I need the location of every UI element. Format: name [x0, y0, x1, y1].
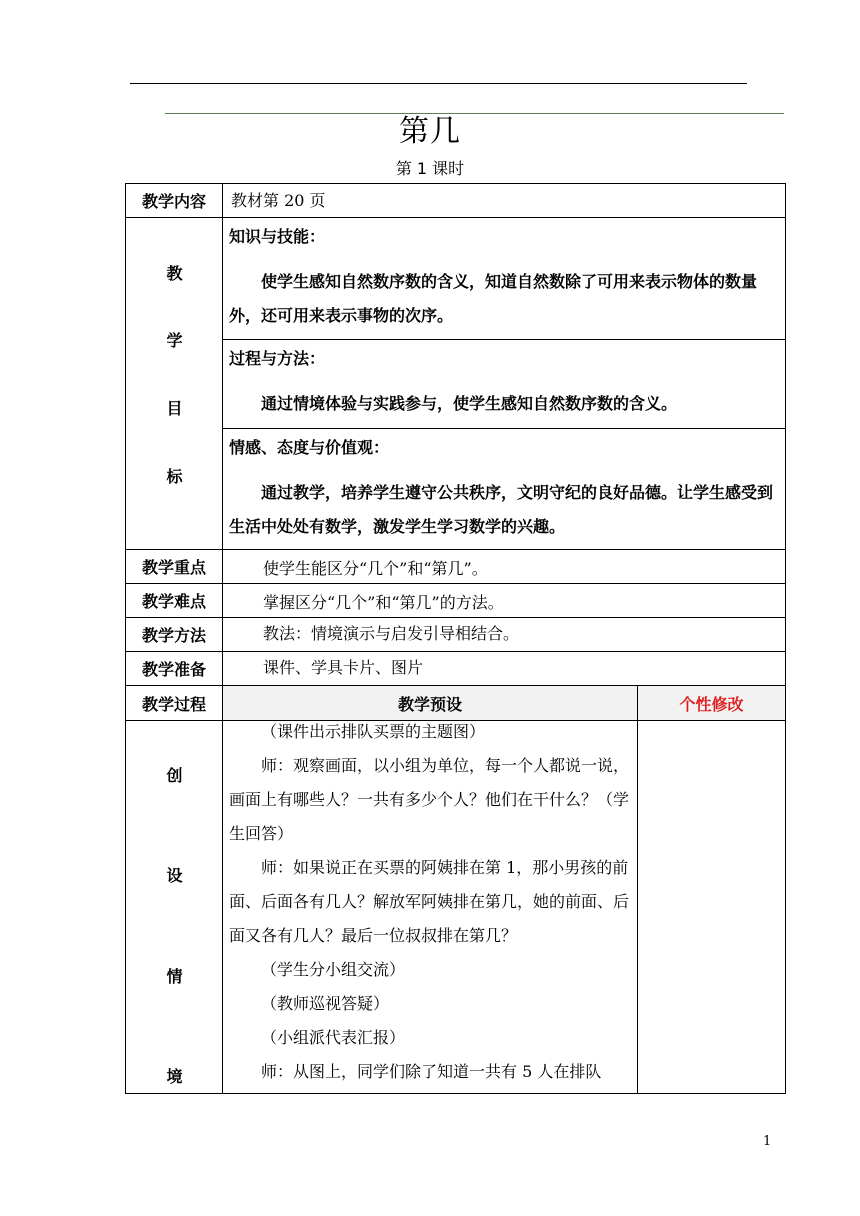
goal-process [223, 340, 786, 429]
row-process [126, 721, 786, 1094]
page-number: 1 [763, 1134, 772, 1149]
row-key-point [126, 550, 786, 584]
row-prep [126, 652, 786, 686]
label-difficulty: 教学难点 [126, 584, 223, 618]
goal-process-body: 通过情境体验与实践参与，使学生感知自然数序数的含义。 [261, 394, 678, 413]
process-paragraph: 师：如果说正在买票的阿姨排在第 1，那小男孩的前面、后面各有几人？解放军阿姨排在第几，她的前面、后面又各有几人？最后一位叔叔排在第几？ [229, 858, 630, 945]
goal-knowledge-title: 知识与技能： [229, 227, 326, 246]
value-method: 教法：情境演示与启发引导相结合。 [223, 618, 786, 652]
goals-char-4: 标 [166, 467, 183, 486]
label-key-point: 教学重点 [126, 550, 223, 584]
scene-char-3: 情 [166, 967, 183, 986]
process-paragraph: （学生分小组交流） [261, 960, 406, 979]
label-prep: 教学准备 [126, 652, 223, 686]
header-personal-edit: 个性修改 [638, 686, 786, 721]
goals-char-2: 学 [166, 331, 183, 350]
goals-char-3: 目 [166, 399, 183, 418]
goals-char-1: 教 [166, 264, 183, 283]
scene-char-4: 境 [166, 1067, 183, 1086]
label-content: 教学内容 [126, 184, 223, 218]
process-paragraph: （课件出示排队买票的主题图） [261, 722, 486, 741]
scene-char-1: 创 [166, 766, 183, 785]
row-method [126, 618, 786, 652]
goal-attitude-body: 通过教学，培养学生遵守公共秩序，文明守纪的良好品德。让学生感受到生活中处处有数学，激发学生学习数学的兴趣。 [229, 483, 774, 536]
process-paragraph: （教师巡视答疑） [261, 994, 390, 1013]
row-content [126, 184, 786, 218]
row-goal-knowledge [126, 218, 786, 340]
value-difficulty: 掌握区分“几个”和“第几”的方法。 [223, 584, 786, 618]
row-goal-attitude [126, 429, 786, 550]
value-prep: 课件、学具卡片、图片 [223, 652, 786, 686]
label-method: 教学方法 [126, 618, 223, 652]
lesson-period: 第 1 课时 [395, 159, 465, 178]
scene-char-2: 设 [166, 866, 183, 885]
goal-knowledge [223, 218, 786, 340]
label-goals [126, 218, 223, 550]
goal-process-title: 过程与方法： [229, 349, 326, 368]
process-preset [223, 721, 638, 1094]
row-goal-process [126, 340, 786, 429]
header-rule [130, 83, 747, 84]
process-paragraph: （小组派代表汇报） [261, 1028, 406, 1047]
process-paragraph: 师：观察画面，以小组为单位，每一个人都说一说，画面上有哪些人？一共有多少个人？他们在干什么？（学生回答） [229, 756, 630, 843]
value-key-point: 使学生能区分“几个”和“第几”。 [223, 550, 786, 584]
goal-attitude-title: 情感、态度与价值观： [229, 438, 390, 457]
process-personal-edit [638, 721, 786, 1094]
goal-attitude [223, 429, 786, 550]
header-preset: 教学预设 [223, 686, 638, 721]
label-process: 教学过程 [126, 686, 223, 721]
label-create-scene [126, 721, 223, 1094]
row-difficulty [126, 584, 786, 618]
lesson-plan-table [125, 183, 786, 1094]
value-content: 教材第 20 页 [223, 184, 786, 218]
goal-knowledge-body: 使学生感知自然数序数的含义，知道自然数除了可用来表示物体的数量外，还可用来表示事物的次序。 [229, 272, 758, 325]
process-paragraph: 师：从图上，同学们除了知道一共有 5 人在排队 [261, 1062, 602, 1081]
document-title: 第几 [399, 114, 461, 149]
